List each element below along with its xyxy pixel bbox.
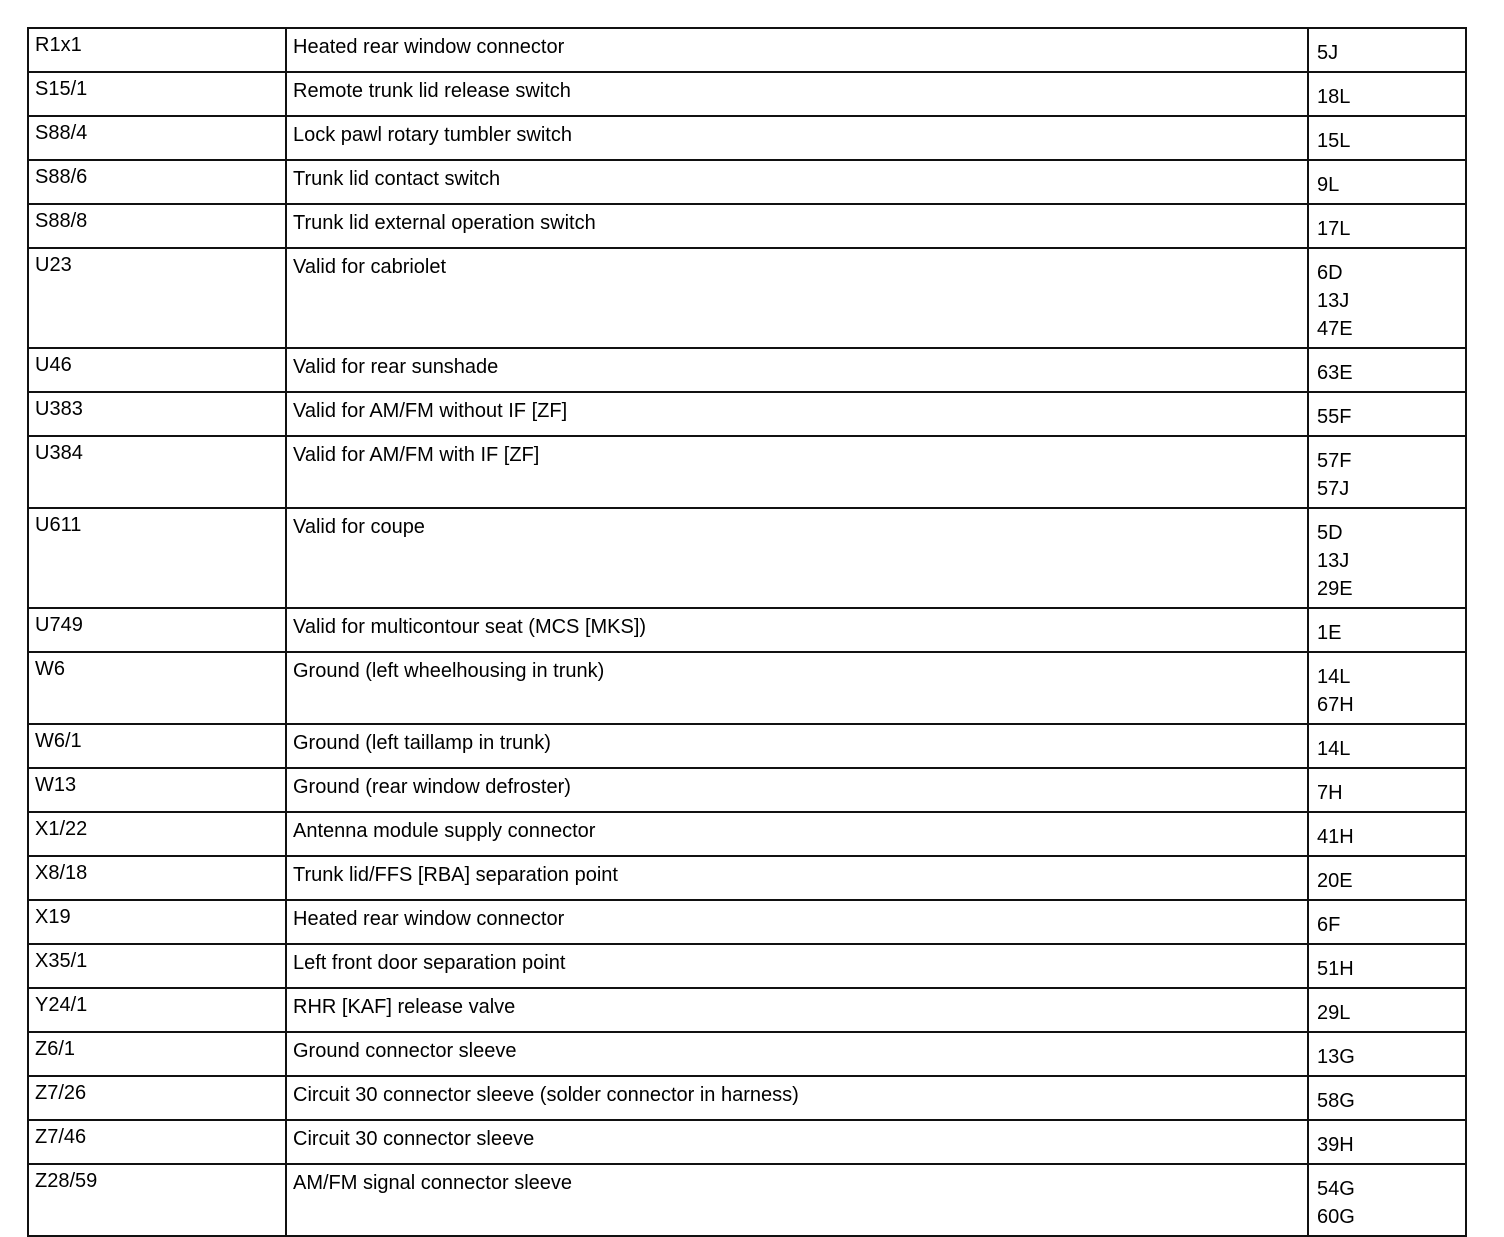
grid-reference: 1E: [1317, 622, 1342, 644]
grid-reference: 14L: [1317, 738, 1351, 760]
grid-reference: 5J: [1317, 42, 1339, 64]
grid-reference: 29E: [1317, 578, 1353, 600]
grid-reference: 14L: [1317, 666, 1351, 688]
table-row: [28, 652, 1466, 724]
table-row: [28, 160, 1466, 204]
component-code: Y24/1: [28, 988, 286, 1032]
component-code: U383: [28, 392, 286, 436]
component-code: U749: [28, 608, 286, 652]
grid-reference: 41H: [1317, 826, 1354, 848]
grid-reference: 13J: [1317, 550, 1350, 572]
grid-reference: 57J: [1317, 478, 1350, 500]
grid-reference-cell: [1308, 1120, 1466, 1164]
grid-reference-cell: [1308, 436, 1466, 508]
component-code: W6: [28, 652, 286, 724]
component-description: Trunk lid contact switch: [286, 160, 1308, 204]
grid-reference-cell: [1308, 392, 1466, 436]
grid-reference-cell: [1308, 160, 1466, 204]
grid-reference: 13G: [1317, 1046, 1355, 1068]
grid-reference: 6D: [1317, 262, 1343, 284]
component-description: Heated rear window connector: [286, 28, 1308, 72]
table-body: [28, 28, 1466, 1236]
component-description: Left front door separation point: [286, 944, 1308, 988]
grid-reference: 15L: [1317, 130, 1351, 152]
component-description: Valid for AM/FM with IF [ZF]: [286, 436, 1308, 508]
table-row: [28, 392, 1466, 436]
grid-reference-cell: [1308, 1032, 1466, 1076]
component-code: U46: [28, 348, 286, 392]
component-description: Circuit 30 connector sleeve (solder connector in harness): [286, 1076, 1308, 1120]
table-row: [28, 724, 1466, 768]
grid-reference-cell: [1308, 72, 1466, 116]
table-row: [28, 1120, 1466, 1164]
grid-reference: 60G: [1317, 1206, 1355, 1228]
grid-reference: 18L: [1317, 86, 1351, 108]
component-code: S88/4: [28, 116, 286, 160]
grid-reference: 63E: [1317, 362, 1353, 384]
grid-reference: 39H: [1317, 1134, 1354, 1156]
component-description: Remote trunk lid release switch: [286, 72, 1308, 116]
component-code: W13: [28, 768, 286, 812]
table-row: [28, 28, 1466, 72]
component-code: X35/1: [28, 944, 286, 988]
component-code: Z7/46: [28, 1120, 286, 1164]
component-code: S88/6: [28, 160, 286, 204]
grid-reference: 54G: [1317, 1178, 1355, 1200]
grid-reference: 20E: [1317, 870, 1353, 892]
component-description: Valid for multicontour seat (MCS [MKS]): [286, 608, 1308, 652]
grid-reference-cell: [1308, 28, 1466, 72]
grid-reference-cell: [1308, 988, 1466, 1032]
table-row: [28, 944, 1466, 988]
grid-reference-cell: [1308, 900, 1466, 944]
component-table: [27, 27, 1467, 1237]
component-description: Trunk lid external operation switch: [286, 204, 1308, 248]
component-code: S15/1: [28, 72, 286, 116]
component-description: Valid for cabriolet: [286, 248, 1308, 348]
component-description: Ground (rear window defroster): [286, 768, 1308, 812]
grid-reference: 58G: [1317, 1090, 1355, 1112]
grid-reference-cell: [1308, 248, 1466, 348]
table-row: [28, 1076, 1466, 1120]
component-description: Antenna module supply connector: [286, 812, 1308, 856]
component-code: Z7/26: [28, 1076, 286, 1120]
component-description: Ground (left wheelhousing in trunk): [286, 652, 1308, 724]
component-code: S88/8: [28, 204, 286, 248]
component-code: X8/18: [28, 856, 286, 900]
component-code: U611: [28, 508, 286, 608]
grid-reference-cell: [1308, 204, 1466, 248]
table-row: [28, 348, 1466, 392]
grid-reference: 13J: [1317, 290, 1350, 312]
table-row: [28, 72, 1466, 116]
table-row: [28, 1164, 1466, 1236]
component-description: Ground connector sleeve: [286, 1032, 1308, 1076]
grid-reference: 6F: [1317, 914, 1341, 936]
grid-reference-cell: [1308, 608, 1466, 652]
component-description: Circuit 30 connector sleeve: [286, 1120, 1308, 1164]
table-row: [28, 988, 1466, 1032]
grid-reference: 67H: [1317, 694, 1354, 716]
component-description: Valid for coupe: [286, 508, 1308, 608]
table-row: [28, 204, 1466, 248]
grid-reference-cell: [1308, 724, 1466, 768]
grid-reference-cell: [1308, 856, 1466, 900]
component-code: W6/1: [28, 724, 286, 768]
component-description: Valid for AM/FM without IF [ZF]: [286, 392, 1308, 436]
component-description: Heated rear window connector: [286, 900, 1308, 944]
table-row: [28, 768, 1466, 812]
component-description: Lock pawl rotary tumbler switch: [286, 116, 1308, 160]
grid-reference: 51H: [1317, 958, 1354, 980]
grid-reference-cell: [1308, 1164, 1466, 1236]
table-row: [28, 900, 1466, 944]
component-code: Z6/1: [28, 1032, 286, 1076]
grid-reference-cell: [1308, 348, 1466, 392]
component-description: Valid for rear sunshade: [286, 348, 1308, 392]
table-row: [28, 508, 1466, 608]
component-code: R1x1: [28, 28, 286, 72]
component-description: Ground (left taillamp in trunk): [286, 724, 1308, 768]
table-row: [28, 812, 1466, 856]
component-code: X19: [28, 900, 286, 944]
grid-reference: 7H: [1317, 782, 1343, 804]
grid-reference: 17L: [1317, 218, 1351, 240]
grid-reference-cell: [1308, 944, 1466, 988]
table-row: [28, 1032, 1466, 1076]
component-description: Trunk lid/FFS [RBA] separation point: [286, 856, 1308, 900]
grid-reference-cell: [1308, 116, 1466, 160]
component-code: X1/22: [28, 812, 286, 856]
grid-reference: 55F: [1317, 406, 1352, 428]
grid-reference: 5D: [1317, 522, 1343, 544]
component-code: U23: [28, 248, 286, 348]
grid-reference: 47E: [1317, 318, 1353, 340]
grid-reference-cell: [1308, 812, 1466, 856]
table-row: [28, 608, 1466, 652]
grid-reference: 57F: [1317, 450, 1352, 472]
component-description: AM/FM signal connector sleeve: [286, 1164, 1308, 1236]
component-code: U384: [28, 436, 286, 508]
grid-reference-cell: [1308, 1076, 1466, 1120]
table-row: [28, 856, 1466, 900]
grid-reference: 9L: [1317, 174, 1340, 196]
component-code: Z28/59: [28, 1164, 286, 1236]
table-row: [28, 248, 1466, 348]
grid-reference: 29L: [1317, 1002, 1351, 1024]
component-description: RHR [KAF] release valve: [286, 988, 1308, 1032]
grid-reference-cell: [1308, 508, 1466, 608]
grid-reference-cell: [1308, 652, 1466, 724]
table-row: [28, 436, 1466, 508]
table-row: [28, 116, 1466, 160]
grid-reference-cell: [1308, 768, 1466, 812]
